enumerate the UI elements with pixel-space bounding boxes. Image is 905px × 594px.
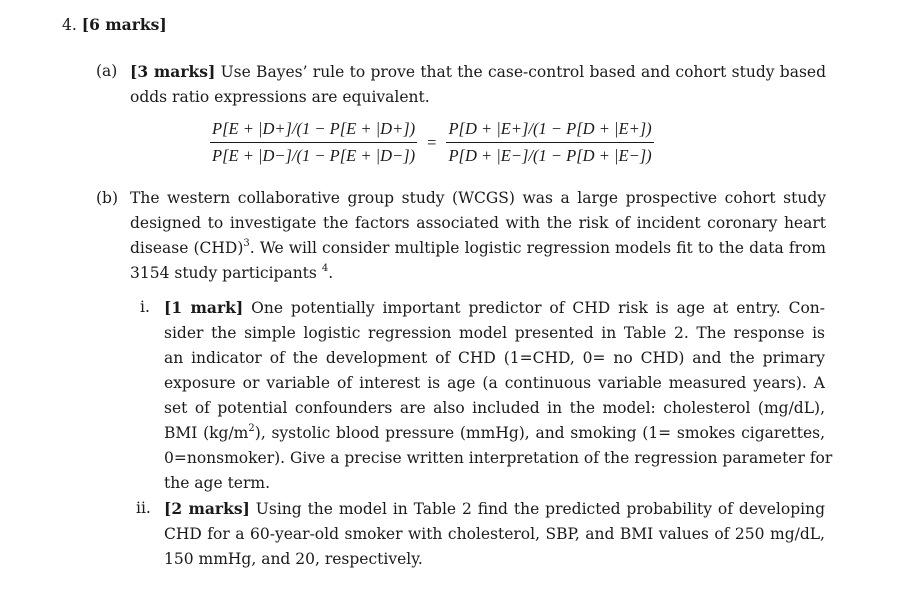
part-b-line-4: 3154 study participants $^4$. <box>130 263 334 282</box>
rhs-denominator: P[D + |E−]/(1 − P[D + |E−]) <box>448 146 652 165</box>
sub-i-line-5: set of potential confounders are also included in the model: cholesterol (mg/dL), <box>164 399 825 417</box>
part-a-text <box>130 59 826 110</box>
part-b-line-1: The western collaborative group study (WCGS) was a large prospective cohort study <box>130 189 826 207</box>
question-number: 4. <box>62 16 77 34</box>
sub-i-line-3: an indicator of the development of CHD (1=CHD, 0= no CHD) and the primary <box>164 349 825 367</box>
sub-ii-line-3: 150 mmHg, and 20, respectively. <box>164 550 423 568</box>
sub-part-ii-text <box>164 496 825 572</box>
part-b-line-3: disease (CHD)$^3$. We will consider multiple logistic regression models fit to the data from <box>130 238 827 257</box>
sub-ii-line-2: CHD for a 60-year-old smoker with cholesterol, SBP, and BMI values of 250 mg/dL, <box>164 525 825 543</box>
part-a-label: (a) <box>96 62 118 80</box>
sub-part-i-label: i. <box>140 298 150 316</box>
equals-sign: = <box>427 132 437 152</box>
part-b-label: (b) <box>96 189 119 207</box>
sub-i-line-2: sider the simple logistic regression model presented in Table 2. The response is <box>164 324 825 342</box>
part-a-line-2: odds ratio expressions are equivalent. <box>130 88 430 106</box>
footnote-ref-4: 4 <box>321 263 329 274</box>
part-b-line-2: designed to investigate the factors associated with the risk of incident coronary heart <box>130 214 826 232</box>
sub-ii-marks: [2 marks] <box>164 499 250 518</box>
lhs-numerator: P[E + |D+]/(1 − P[E + |D+]) <box>210 118 417 143</box>
sub-i-line-6: BMI $(kg/m^2)$, systolic blood pressure (mmHg), and smoking (1= smokes cigarettes, <box>164 423 825 442</box>
sub-i-line-7: 0=nonsmoker). Give a precise written interpretation of the regression parameter for <box>164 449 833 467</box>
odds-ratio-equation <box>210 118 654 167</box>
part-b-text <box>130 186 826 286</box>
question-header <box>62 12 167 38</box>
sub-i-marks: [1 mark] <box>164 298 244 317</box>
case-control-odds-ratio <box>210 118 417 167</box>
superscript-2: 2 <box>248 423 255 434</box>
footnote-ref-3: 3 <box>243 238 250 249</box>
part-a-line-1: [3 marks] Use Bayes’ rule to prove that the case-control based and cohort study based <box>130 62 826 81</box>
sub-part-ii-label: ii. <box>136 499 151 517</box>
cohort-odds-ratio <box>446 118 653 167</box>
part-a-marks: [3 marks] <box>130 62 216 81</box>
sub-part-i-text <box>164 295 833 496</box>
question-marks: [6 marks] <box>81 15 167 34</box>
rhs-numerator: P[D + |E+]/(1 − P[D + |E+]) <box>446 118 653 143</box>
sub-ii-line-1: [2 marks] Using the model in Table 2 find the predicted probability of developing <box>164 499 825 518</box>
sub-i-line-1: [1 mark] One potentially important predictor of CHD risk is age at entry. Con- <box>164 298 826 317</box>
lhs-denominator: P[E + |D−]/(1 − P[E + |D−]) <box>212 146 416 165</box>
sub-i-line-4: exposure or variable of interest is age (a continuous variable measured years). A <box>164 374 825 392</box>
sub-i-line-8: the age term. <box>164 474 271 492</box>
